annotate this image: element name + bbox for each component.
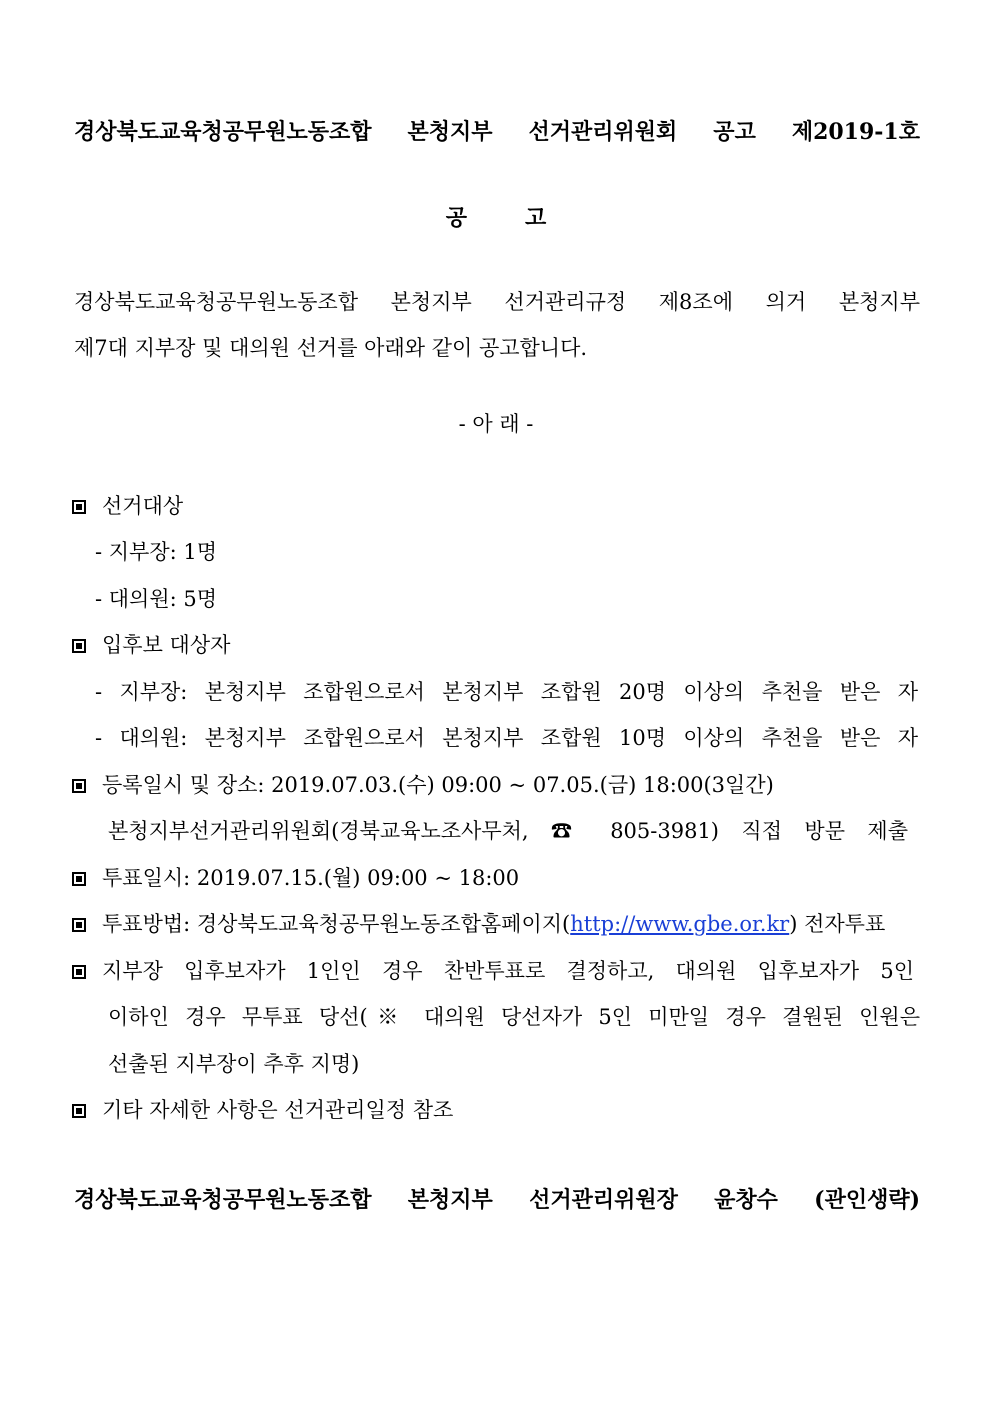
item-registration-label: 등록일시 및 장소: 2019.07.03.(수) 09:00 ~ 07.05.(금) 18:00(3일간)	[102, 773, 774, 797]
bullet-square-icon	[72, 872, 86, 886]
item-target-sub-1: - 지부장: 1명	[95, 540, 218, 564]
item-registration-detail	[108, 817, 908, 845]
intro-line-2: 제7대 지부장 및 대의원 선거를 아래와 같이 공고합니다.	[74, 336, 588, 360]
item-target	[72, 492, 183, 520]
item-vote-date-label: 투표일시: 2019.07.15.(월) 09:00 ~ 18:00	[102, 866, 520, 890]
item-registration	[72, 771, 774, 799]
item-candidates-sub-1: - 지부장: 본청지부 조합원으로서 본청지부 조합원 20명 이상의 추천을 받은 자	[95, 680, 918, 704]
registration-place: 본청지부선거관리위원회(경북교육노조사무처,	[108, 819, 529, 843]
item-etc-label: 기타 자세한 사항은 선거관리일정 참조	[102, 1098, 454, 1122]
notice-signature: 경상북도교육청공무원노동조합 본청지부 선거관리위원장 윤창수 (관인생략)	[74, 1187, 920, 1213]
item-candidates-sub-2: - 대의원: 본청지부 조합원으로서 본청지부 조합원 10명 이상의 추천을 받은 자	[95, 726, 918, 750]
bullet-square-icon	[72, 639, 86, 653]
bullet-square-icon	[72, 779, 86, 793]
heading-char-2: 고	[525, 205, 547, 231]
phone-icon: ☎	[551, 819, 588, 843]
vote-method-prefix: 투표방법: 경상북도교육청공무원노동조합홈페이지(	[102, 912, 571, 936]
bullet-square-icon	[72, 500, 86, 514]
vote-method-suffix: ) 전자투표	[789, 912, 886, 936]
item-vote-date	[72, 864, 519, 892]
item-rule	[72, 957, 914, 985]
item-target-sub-2: - 대의원: 5명	[95, 587, 218, 611]
item-rule-line-3: 선출된 지부장이 추후 지명)	[108, 1052, 360, 1076]
item-target-label: 선거대상	[102, 494, 184, 518]
item-candidates	[72, 631, 230, 659]
registration-phone: 805-3981) 직접 방문 제출	[610, 819, 908, 843]
item-rule-line-2: 이하인 경우 무투표 당선(※ 대의원 당선자가 5인 미만일 경우 결원된 인원은	[108, 1005, 920, 1029]
section-separator: - 아 래 -	[458, 412, 534, 436]
item-candidates-label: 입후보 대상자	[102, 633, 231, 657]
item-rule-line-1: 지부장 입후보자가 1인인 경우 찬반투표로 결정하고, 대의원 입후보자가 5인	[102, 959, 914, 983]
bullet-square-icon	[72, 1104, 86, 1118]
homepage-link[interactable]: http://www.gbe.or.kr	[570, 912, 790, 936]
bullet-square-icon	[72, 965, 86, 979]
notice-heading	[0, 204, 992, 232]
item-vote-method	[72, 910, 885, 938]
notice-title: 경상북도교육청공무원노동조합 본청지부 선거관리위원회 공고 제2019-1호	[74, 119, 920, 145]
heading-char-1: 공	[445, 205, 467, 231]
bullet-square-icon	[72, 918, 86, 932]
item-etc	[72, 1096, 453, 1124]
intro-line-1: 경상북도교육청공무원노동조합 본청지부 선거관리규정 제8조에 의거 본청지부	[74, 290, 920, 314]
